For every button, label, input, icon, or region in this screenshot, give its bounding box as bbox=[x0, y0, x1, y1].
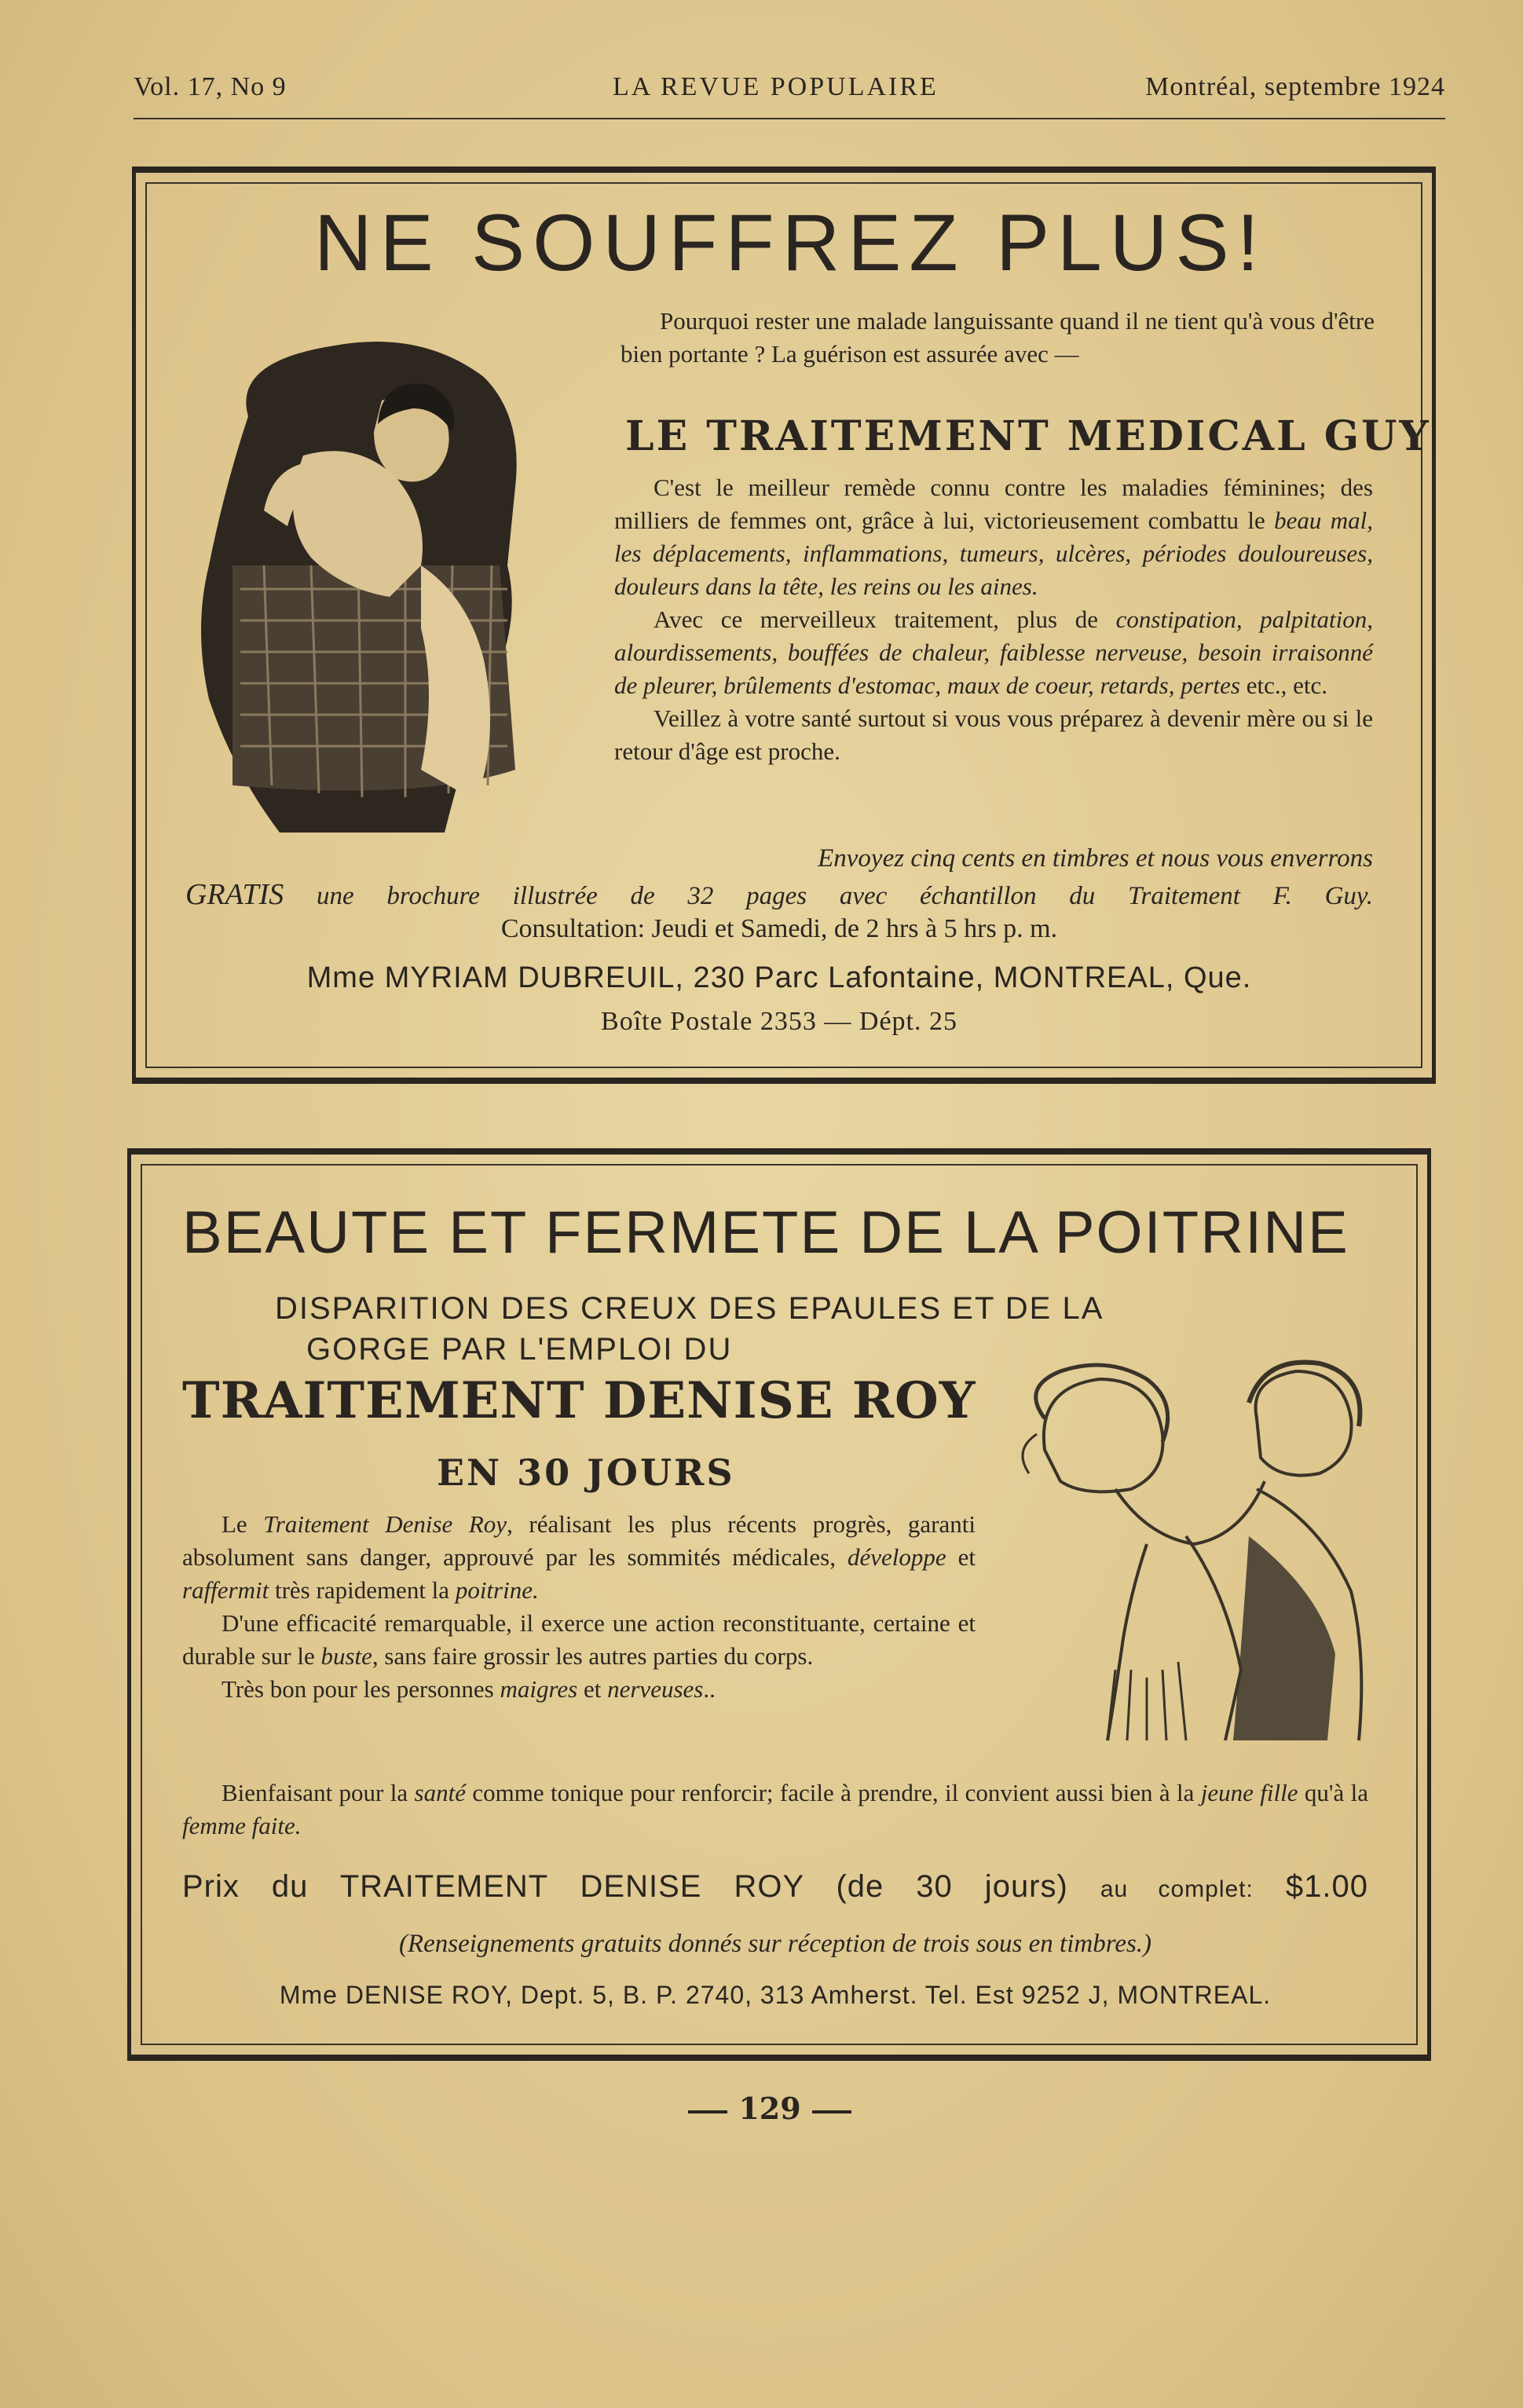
paragraph-audience: Très bon pour les personnes maigres et nerveuses.. bbox=[221, 1675, 716, 1703]
paragraph-efficacy: D'une efficacité remarquable, il exerce une action reconstituante, certaine et durable sur le buste, sans faire grossir les autres parties du corps. bbox=[182, 1609, 976, 1670]
consultation-hours: Consultation: Jeudi et Samedi, de 2 hrs à 5 hrs p. m. bbox=[500, 914, 1058, 943]
paragraph-tonic: Bienfaisant pour la santé comme tonique pour renforcir; facile à prendre, il convient aussi bien à la jeune fille qu'à la femme faite. bbox=[182, 1779, 1368, 1839]
paragraph-advice: Veillez à votre santé surtout si vous vous préparez à devenir mère ou si le retour d'âge est proche. bbox=[614, 704, 1373, 765]
subheadline-line-2: GORGE PAR L'EMPLOI DU bbox=[306, 1332, 733, 1367]
product-name: TRAITEMENT DENISE ROY bbox=[182, 1371, 976, 1430]
dash-right bbox=[812, 2110, 851, 2113]
header-rule bbox=[134, 118, 1445, 119]
subheadline-line-1: DISPARITION DES CREUX DES EPAULES ET DE LA bbox=[275, 1291, 1104, 1326]
postal-box: Boîte Postale 2353 — Dépt. 25 bbox=[601, 1007, 957, 1036]
woman-in-wicker-chair-illustration bbox=[185, 330, 594, 848]
offer-line-2: GRATIS une brochure illustrée de 32 pages avec échantillon du Traitement F. Guy. bbox=[185, 878, 1373, 911]
free-info-note: (Renseignements gratuits donnés sur réception de trois sous en timbres.) bbox=[398, 1930, 1152, 1958]
woman-portrait-illustration bbox=[990, 1356, 1398, 1748]
issue-date: Montréal, septembre 1924 bbox=[1145, 72, 1445, 101]
price-label: Prix du TRAITEMENT DENISE ROY bbox=[182, 1869, 804, 1904]
price-complete-label: au complet: bbox=[1100, 1876, 1254, 1902]
intro-sentence: Pourquoi rester une malade languissante quand il ne tient qu'à vous d'être bien portante ? La guérison est assurée avec — bbox=[621, 307, 1375, 368]
dash-left bbox=[688, 2110, 727, 2113]
volume-number: Vol. 17, No 9 bbox=[134, 72, 287, 101]
magazine-title: LA REVUE POPULAIRE bbox=[613, 72, 939, 101]
price-line bbox=[182, 1869, 1368, 1905]
ad-headline: BEAUTE ET FERMETE DE LA POITRINE bbox=[182, 1199, 1349, 1266]
ad-intro-text bbox=[621, 305, 1375, 371]
treatment-duration: EN 30 JOURS bbox=[437, 1451, 735, 1494]
ad-offer-text bbox=[185, 840, 1373, 914]
ad-body-text bbox=[182, 1508, 976, 1706]
running-head bbox=[134, 72, 1445, 112]
paragraph-description: Le Traitement Denise Roy, réalisant les plus récents progrès, garanti absolument sans danger, approuvé par les sommités médicales, développe et raffermit très rapidement la poitrine. bbox=[182, 1510, 976, 1604]
paragraph-benefits: C'est le meilleur remède connu contre les maladies féminines; des milliers de femmes ont, grâce à lui, victorieusement combattu le beau mal, les déplacements, inflammations, tumeurs, ulcères, périodes douloureuses, douleurs dans la tête, les reins ou les aines. bbox=[614, 474, 1373, 600]
ad-headline: NE SOUFFREZ PLUS! bbox=[314, 198, 1267, 287]
contact-address: Mme DENISE ROY, Dept. 5, B. P. 2740, 313 Amherst. Tel. Est 9252 J, MONTREAL. bbox=[279, 1981, 1272, 2009]
contact-address: Mme MYRIAM DUBREUIL, 230 Parc Lafontaine, MONTREAL, Que. bbox=[306, 961, 1252, 994]
paragraph-symptoms: Avec ce merveilleux traitement, plus de constipation, palpitation, alourdissements, bouffées de chaleur, faiblesse nerveuse, besoin irraisonné de pleurer, brûlements d'estomac, maux de coeur, retards, pertes etc., etc. bbox=[614, 606, 1373, 699]
page-number: 129 bbox=[675, 2091, 864, 2126]
ad-body-text bbox=[614, 471, 1373, 768]
ad-body-text-wide bbox=[182, 1777, 1368, 1843]
price-amount: $1.00 bbox=[1285, 1869, 1368, 1904]
price-duration: (de 30 jours) bbox=[836, 1869, 1068, 1904]
product-name: LE TRAITEMENT MEDICAL GUY bbox=[625, 412, 1431, 460]
offer-line-1: Envoyez cinq cents en timbres et nous vous enverrons bbox=[818, 844, 1373, 873]
